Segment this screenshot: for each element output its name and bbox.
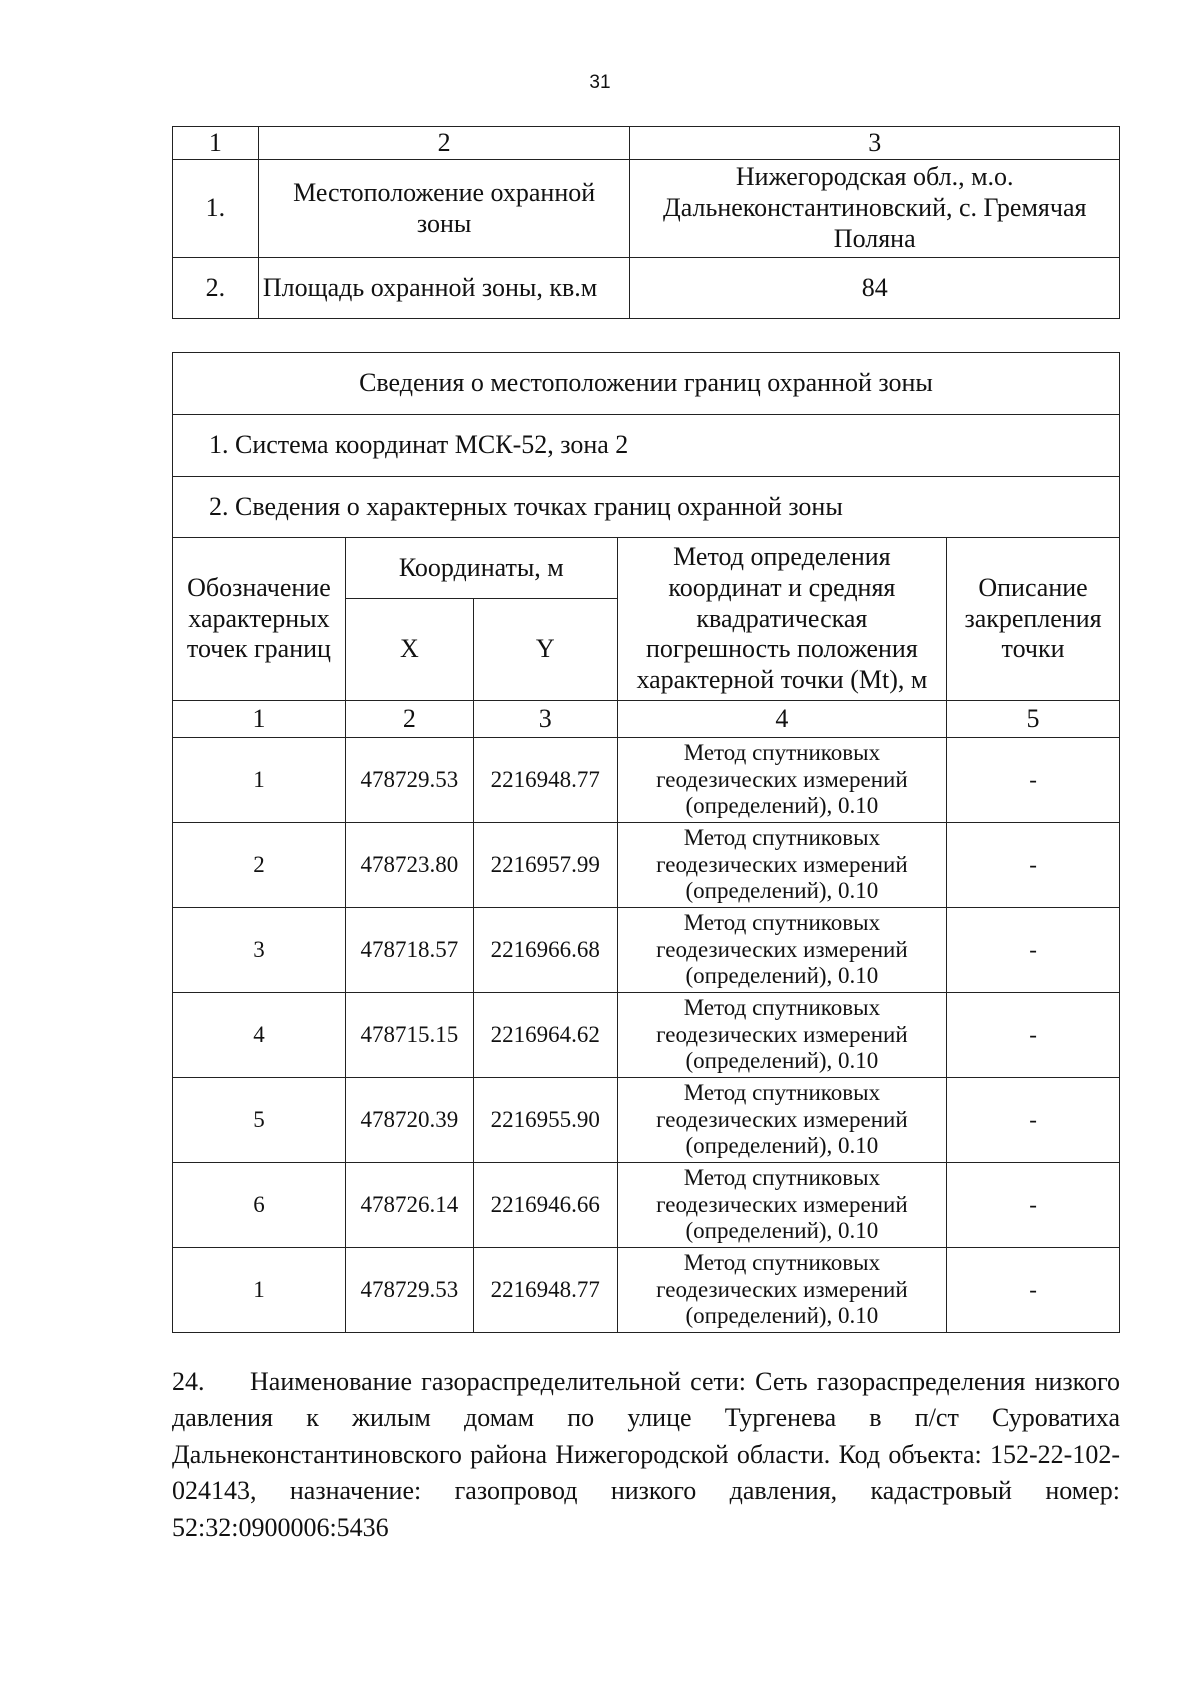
method: Метод спутниковых геодезических измерений (определений), 0.10 [617, 993, 946, 1078]
x-coordinate: 478720.39 [345, 1078, 473, 1163]
y-coordinate: 2216948.77 [473, 1248, 617, 1333]
boundary-points-table [172, 352, 1120, 1333]
column-number: 1 [173, 701, 346, 738]
y-coordinate: 2216957.99 [473, 823, 617, 908]
point-id: 1 [173, 1248, 346, 1333]
column-number: 2 [258, 127, 630, 160]
table-row [173, 738, 1120, 823]
table-row [173, 1163, 1120, 1248]
method: Метод спутниковых геодезических измерений (определений), 0.10 [617, 1078, 946, 1163]
header-x: X [345, 599, 473, 701]
header-coordinates: Координаты, м [345, 538, 617, 599]
x-coordinate: 478723.80 [345, 823, 473, 908]
column-number: 4 [617, 701, 946, 738]
column-number: 1 [173, 127, 259, 160]
description: - [947, 1163, 1120, 1248]
x-coordinate: 478729.53 [345, 738, 473, 823]
table-row [173, 1248, 1120, 1333]
table-row [173, 993, 1120, 1078]
description: - [947, 823, 1120, 908]
description: - [947, 738, 1120, 823]
row-value: 84 [630, 258, 1120, 319]
table-title: Сведения о местоположении границ охранной зоны [173, 353, 1120, 415]
x-coordinate: 478726.14 [345, 1163, 473, 1248]
table-row [173, 908, 1120, 993]
protection-zone-summary-table [172, 126, 1120, 319]
x-coordinate: 478729.53 [345, 1248, 473, 1333]
y-coordinate: 2216948.77 [473, 738, 617, 823]
y-coordinate: 2216966.68 [473, 908, 617, 993]
table-header-row [173, 538, 1120, 599]
y-coordinate: 2216964.62 [473, 993, 617, 1078]
header-designation: Обозначение характерных точек границ [173, 538, 346, 701]
table-row [173, 823, 1120, 908]
column-number: 5 [947, 701, 1120, 738]
method: Метод спутниковых геодезических измерений (определений), 0.10 [617, 823, 946, 908]
point-id: 3 [173, 908, 346, 993]
point-id: 4 [173, 993, 346, 1078]
column-number: 2 [345, 701, 473, 738]
row-number: 1. [173, 160, 259, 258]
row-label: Площадь охранной зоны, кв.м [258, 258, 630, 319]
description: - [947, 908, 1120, 993]
method: Метод спутниковых геодезических измерений (определений), 0.10 [617, 738, 946, 823]
points-caption: 2. Сведения о характерных точках границ охранной зоны [173, 477, 1120, 538]
point-id: 1 [173, 738, 346, 823]
x-coordinate: 478718.57 [345, 908, 473, 993]
point-id: 2 [173, 823, 346, 908]
row-number: 2. [173, 258, 259, 319]
description: - [947, 1078, 1120, 1163]
row-label: Местоположение охранной зоны [258, 160, 630, 258]
table-row [173, 160, 1120, 258]
column-number: 3 [630, 127, 1120, 160]
description: - [947, 993, 1120, 1078]
method: Метод спутниковых геодезических измерений (определений), 0.10 [617, 908, 946, 993]
point-id: 5 [173, 1078, 346, 1163]
column-numbers-row [173, 701, 1120, 738]
page-number: 31 [589, 72, 611, 93]
table-row [173, 258, 1120, 319]
y-coordinate: 2216946.66 [473, 1163, 617, 1248]
paragraph-number: 24. [172, 1367, 205, 1396]
method: Метод спутниковых геодезических измерений (определений), 0.10 [617, 1248, 946, 1333]
header-method: Метод определения координат и средняя квадратическая погрешность положения характерной точки (Mt), м [617, 538, 946, 701]
row-value: Нижегородская обл., м.о. Дальнеконстантиновский, с. Гремячая Поляна [630, 160, 1120, 258]
x-coordinate: 478715.15 [345, 993, 473, 1078]
column-number: 3 [473, 701, 617, 738]
point-id: 6 [173, 1163, 346, 1248]
header-description: Описание закрепления точки [947, 538, 1120, 701]
paragraph-text: Наименование газораспределительной сети: Сеть газораспределения низкого давления к жилым домам по улице Тургенева в п/ст Суроватиха Дальнеконстантиновского района Нижегородской области. Код объекта: 152-22-102-024143, назначение: газопровод низкого давления, кадастровый номер: 52:32:0900006:5436 [172, 1367, 1120, 1542]
table-header-row [173, 127, 1120, 160]
description: - [947, 1248, 1120, 1333]
coordinate-system: 1. Система координат МСК-52, зона 2 [173, 415, 1120, 477]
network-description-paragraph [172, 1364, 1120, 1546]
table-row [173, 1078, 1120, 1163]
header-y: Y [473, 599, 617, 701]
y-coordinate: 2216955.90 [473, 1078, 617, 1163]
method: Метод спутниковых геодезических измерений (определений), 0.10 [617, 1163, 946, 1248]
